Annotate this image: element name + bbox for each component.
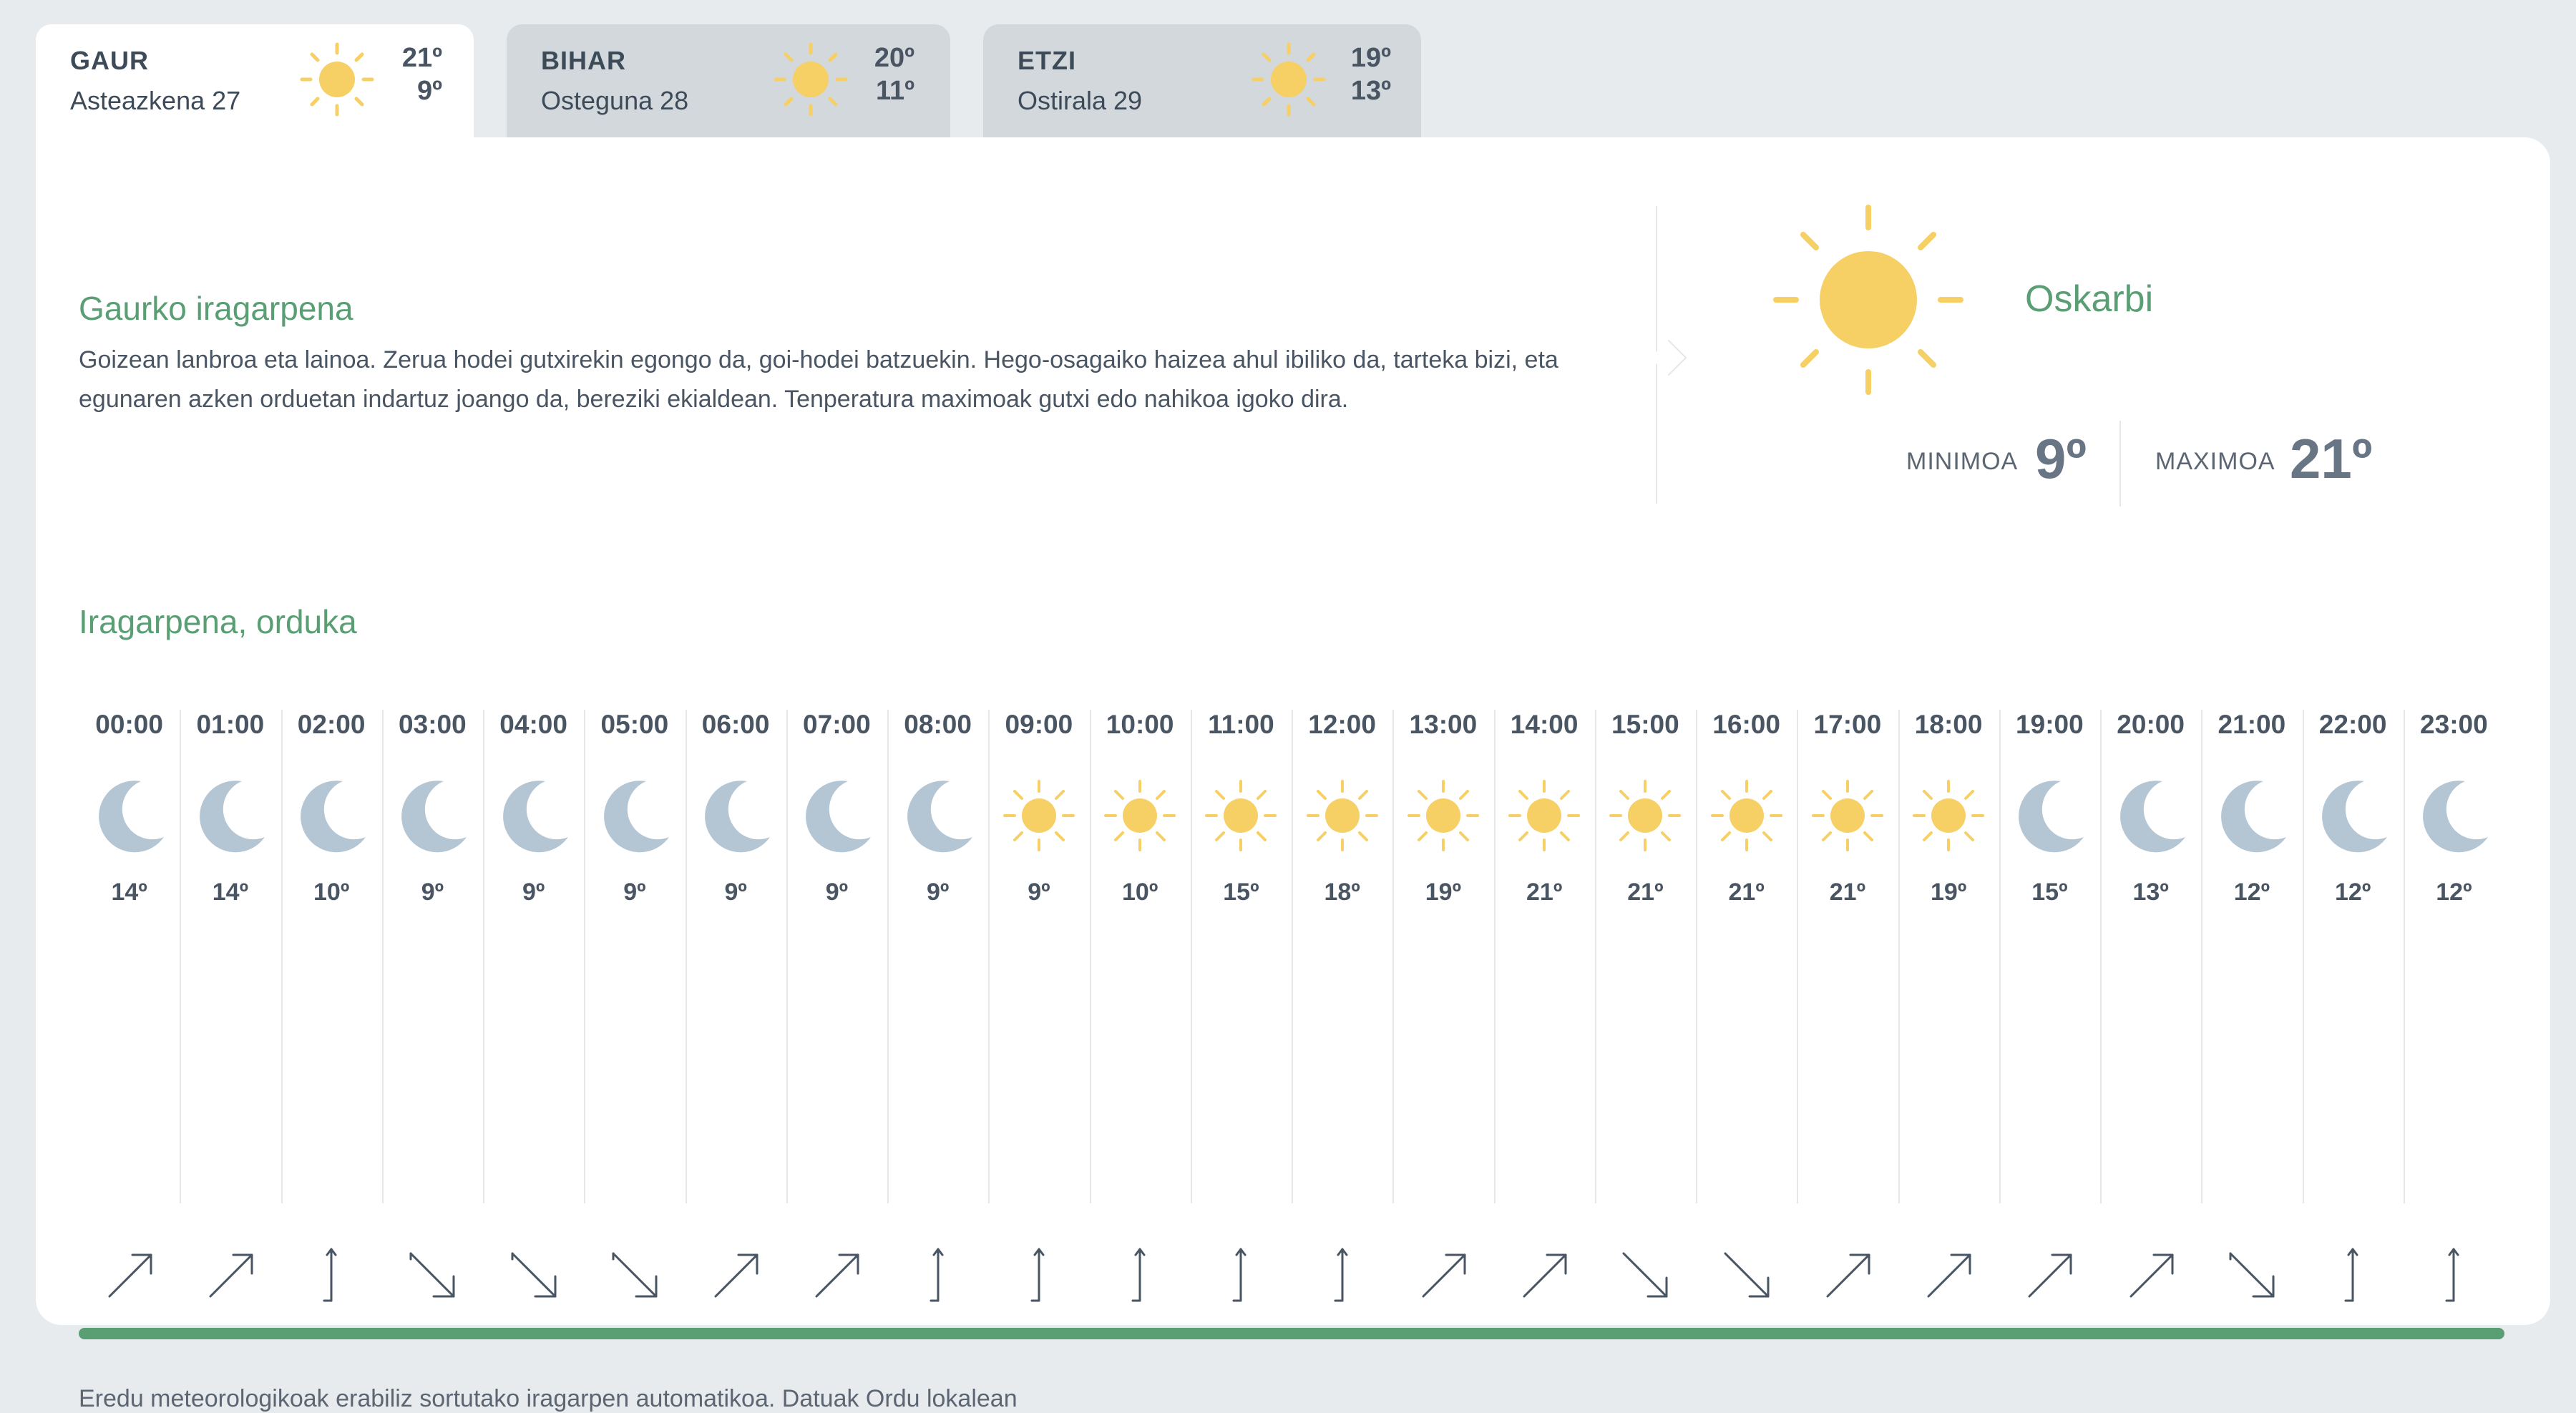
hour-label: 15:00 <box>1611 710 1679 739</box>
moon-icon <box>590 771 679 860</box>
hour-label: 07:00 <box>803 710 871 739</box>
hour-temperature: 21º <box>1526 879 1563 906</box>
hour-label: 09:00 <box>1005 710 1073 739</box>
tab-date-label: Asteazkena 27 <box>70 86 241 115</box>
tab-max-temp: 20º <box>874 43 914 73</box>
tab-min-temp: 9º <box>416 76 442 106</box>
wind-direction-icon <box>801 1239 872 1311</box>
hour-temperature: 10º <box>1122 879 1158 906</box>
tab-max-temp: 21º <box>401 43 442 73</box>
moon-icon <box>489 771 578 860</box>
hour-temperature: 9º <box>623 879 646 906</box>
hour-label: 20:00 <box>2117 710 2185 739</box>
hour-column <box>2100 710 2201 1203</box>
sun-icon <box>1249 40 1328 119</box>
timeline-bar <box>79 1328 2504 1339</box>
hour-temperature: 21º <box>1728 879 1765 906</box>
wind-direction-icon <box>396 1239 468 1311</box>
tab-day-label: GAUR <box>70 46 149 75</box>
wind-direction-icon <box>498 1239 570 1311</box>
hour-label: 06:00 <box>701 710 770 739</box>
sun-icon <box>1803 771 1892 860</box>
hour-column <box>786 710 887 1203</box>
max-temp-label: MAXIMOA <box>2155 448 2275 475</box>
wind-direction-icon <box>296 1239 367 1311</box>
hour-column <box>180 710 280 1203</box>
sun-icon <box>1399 771 1488 860</box>
hour-temperature: 9º <box>825 879 849 906</box>
hour-column <box>79 710 180 1203</box>
tab-day-after[interactable] <box>983 24 1421 139</box>
hour-temperature: 21º <box>1829 879 1865 906</box>
hour-column <box>1696 710 1797 1203</box>
tab-day-label: BIHAR <box>541 46 626 75</box>
moon-icon <box>186 771 275 860</box>
hour-label: 04:00 <box>499 710 567 739</box>
hour-temperature: 9º <box>421 879 444 906</box>
hour-temperature: 21º <box>1627 879 1664 906</box>
hour-temperature: 12º <box>2436 879 2472 906</box>
hour-column <box>1090 710 1191 1203</box>
wind-direction-icon <box>700 1239 771 1311</box>
wind-direction-icon <box>1307 1239 1378 1311</box>
hour-column <box>281 710 382 1203</box>
hour-label: 03:00 <box>399 710 467 739</box>
hour-label: 11:00 <box>1208 710 1274 739</box>
tab-date-label: Ostirala 29 <box>1018 86 1143 115</box>
moon-icon <box>792 771 881 860</box>
sun-icon <box>1601 771 1689 860</box>
hour-temperature: 9º <box>1028 879 1050 906</box>
hour-column <box>382 710 483 1203</box>
hour-label: 02:00 <box>297 710 366 739</box>
min-temp-label: MINIMOA <box>1906 448 2019 475</box>
hour-column <box>584 710 685 1203</box>
hour-temperature: 14º <box>212 879 248 906</box>
hour-label: 01:00 <box>196 710 265 739</box>
hour-label: 10:00 <box>1106 710 1174 739</box>
sun-icon <box>1702 771 1791 860</box>
hour-label: 14:00 <box>1510 710 1579 739</box>
sun-icon <box>1904 771 1993 860</box>
hour-column <box>1999 710 2100 1203</box>
hour-label: 18:00 <box>1914 710 1983 739</box>
hour-column <box>1494 710 1595 1203</box>
wind-direction-icon <box>94 1239 165 1311</box>
wind-direction-icon <box>1205 1239 1277 1311</box>
hourly-forecast-strip <box>79 710 2504 1318</box>
hour-column <box>1191 710 1292 1203</box>
footnote: Eredu meteorologikoak erabiliz sortutako iragarpen automatikoa. Datuak Ordu lokalean <box>79 1385 1018 1412</box>
sun-icon <box>1096 771 1184 860</box>
hourly-forecast-title: Iragarpena, orduka <box>79 603 357 640</box>
hour-label: 17:00 <box>1813 710 1882 739</box>
max-temp-value: 21º <box>2290 427 2373 490</box>
hour-temperature: 19º <box>1425 879 1461 906</box>
moon-icon <box>2107 771 2195 860</box>
hour-temperature: 15º <box>1223 879 1259 906</box>
min-temp-value: 9º <box>2035 427 2087 490</box>
hour-label: 23:00 <box>2420 710 2488 739</box>
hour-label: 16:00 <box>1712 710 1780 739</box>
wind-direction-icon <box>1104 1239 1176 1311</box>
hour-label: 00:00 <box>95 710 163 739</box>
hour-column <box>2404 710 2504 1203</box>
tab-day-label: ETZI <box>1018 46 1076 75</box>
sun-icon <box>1500 771 1589 860</box>
moon-icon <box>2308 771 2397 860</box>
hour-temperature: 9º <box>926 879 950 906</box>
forecast-card <box>36 137 2550 1412</box>
minmax-divider <box>2119 421 2121 507</box>
hour-label: 05:00 <box>600 710 669 739</box>
wind-direction-icon <box>2317 1239 2389 1311</box>
moon-icon <box>85 771 174 860</box>
moon-icon <box>2409 771 2498 860</box>
hour-column <box>686 710 786 1203</box>
hour-temperature: 10º <box>313 879 350 906</box>
hour-label: 19:00 <box>2016 710 2084 739</box>
hour-temperature: 9º <box>522 879 545 906</box>
tab-today[interactable] <box>36 24 474 139</box>
hour-label: 13:00 <box>1409 710 1478 739</box>
wind-direction-icon <box>2216 1239 2288 1311</box>
tab-date-label: Osteguna 28 <box>541 86 689 115</box>
wind-direction-icon <box>1003 1239 1075 1311</box>
moon-icon <box>691 771 780 860</box>
tab-min-temp: 13º <box>1350 76 1391 106</box>
hour-label: 12:00 <box>1308 710 1376 739</box>
hour-column <box>1797 710 1898 1203</box>
wind-direction-icon <box>2418 1239 2489 1311</box>
moon-icon <box>287 771 376 860</box>
sun-icon <box>298 40 376 119</box>
hour-column <box>2201 710 2302 1203</box>
wind-direction-icon <box>2014 1239 2085 1311</box>
hour-temperature: 12º <box>2233 879 2270 906</box>
wind-direction-icon <box>1913 1239 1984 1311</box>
hour-column <box>1292 710 1392 1203</box>
condition-label: Oskarbi <box>2025 278 2154 320</box>
hour-temperature: 15º <box>2031 879 2068 906</box>
hour-column <box>988 710 1089 1203</box>
wind-direction-icon <box>1609 1239 1681 1311</box>
hour-temperature: 18º <box>1324 879 1360 906</box>
moon-icon <box>2207 771 2296 860</box>
wind-direction-icon <box>1508 1239 1580 1311</box>
hour-temperature: 9º <box>724 879 747 906</box>
wind-direction-icon <box>902 1239 974 1311</box>
wind-direction-icon <box>195 1239 266 1311</box>
hour-label: 21:00 <box>2218 710 2286 739</box>
hour-label: 22:00 <box>2318 710 2387 739</box>
hour-column <box>1595 710 1696 1203</box>
sun-icon <box>995 771 1083 860</box>
hour-temperature: 12º <box>2335 879 2371 906</box>
hour-column <box>1392 710 1493 1203</box>
sun-icon <box>1298 771 1387 860</box>
hour-temperature: 19º <box>1931 879 1967 906</box>
tab-max-temp: 19º <box>1350 43 1391 73</box>
wind-direction-icon <box>1812 1239 1883 1311</box>
today-forecast-title: Gaurko iragarpena <box>79 290 353 327</box>
hour-label: 08:00 <box>904 710 972 739</box>
hour-temperature: 13º <box>2132 879 2169 906</box>
wind-direction-icon <box>1711 1239 1782 1311</box>
moon-icon <box>388 771 477 860</box>
tab-tomorrow[interactable] <box>507 24 950 139</box>
sun-icon <box>1772 203 1965 396</box>
sun-icon <box>771 40 850 119</box>
moon-icon <box>894 771 982 860</box>
tab-min-temp: 11º <box>875 76 914 106</box>
wind-direction-icon <box>599 1239 670 1311</box>
hour-column <box>887 710 988 1203</box>
hour-temperature: 14º <box>111 879 147 906</box>
wind-direction-icon <box>1407 1239 1479 1311</box>
wind-direction-icon <box>2115 1239 2187 1311</box>
moon-icon <box>2005 771 2094 860</box>
hour-column <box>2303 710 2404 1203</box>
hour-column <box>1898 710 1999 1203</box>
sun-icon <box>1196 771 1285 860</box>
hour-column <box>483 710 584 1203</box>
today-forecast-text: Goizean lanbroa eta lainoa. Zerua hodei gutxirekin egongo da, goi-hodei batzuekin. Hego-osagaiko haizea ahul ibiliko da, tarteka bizi, eta egunaren azken orduetan indartuz joango da, bereziki ekialdean. Tenperatura maximoak gutxi edo nahikoa igoko dira. <box>79 346 1558 413</box>
